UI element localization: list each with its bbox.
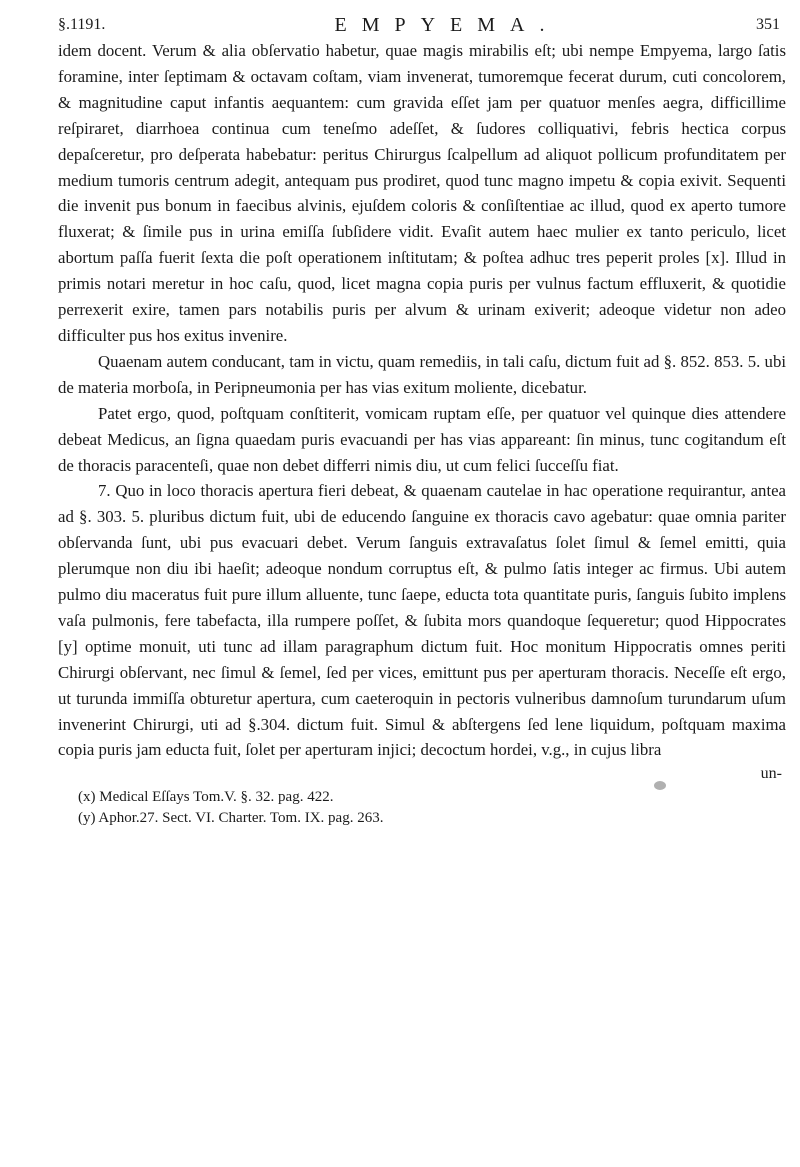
section-number: §.1191. [58,16,106,33]
running-header [58,14,786,36]
footnote-x: (x) Medical Eſſays Tom.V. §. 32. pag. 422. [78,789,334,806]
book-page [58,14,786,829]
ink-blot [654,781,666,790]
page-number: 351 [756,16,780,33]
paragraph-3: Patet ergo, quod, poſtquam conſtiterit, vomicam ruptam eſſe, per quatuor vel quinque dies attendere debeat Medicus, an ſigna quaedam puris evacuandi per has vias appareant: ſin minus, tunc cogitandum eſt de thoracis paracenteſi, quae non debet differri nimis diu, ut cum felici ſucceſſu fiat. [58,403,786,475]
paragraph-1: idem docent. Verum & alia obſervatio habetur, quae magis mirabilis eſt; ubi nempe Empyema, largo ſatis foramine, inter ſeptimam & octavam coſtam, viam invenerat, tumoremque fecerat durum, cuti concolorem, & magnitudine caput infantis aequantem: cum gravida eſſet jam per quatuor menſes aegra, difficillime reſpiraret, diarrhoea continua cum teneſmo adeſſet, & ſudores colliquativi, febris hectica corpus depaſceretur, pro deſperata habebatur: peritus Chirurgus ſcalpellum ad aliquot pollicum profunditatem per medium tumoris centrum adegit, antequam pus prodiret, quod tunc magno impetu & copia exivit. Sequenti die invenit pus bonum in faecibus alvinis, ejuſdem coloris & conſiſtentiae ac illud, quod ex aperto tumore fluxerat; & ſimile pus in urina emiſſa ſubſidere vidit. Evaſit autem haec mulier ex tanto periculo, licet abortum paſſa fuerit ſexta die poſt operationem inſtitutam; & poſtea adhuc tres peperit proles [x]. Illud in primis notari meretur in hoc caſu, quod, licet magna copia puris per vulnus factum effluxerit, & quotidie perrexerit exire, tamen pars notabilis puris per alvum & urinam exiverit; adeoque videtur non adeo difficulter pus hos exitus invenire. [58,41,786,345]
paragraph-4: 7. Quo in loco thoracis apertura fieri debeat, & quaenam cautelae in hac operatione requirantur, antea ad §. 303. 5. pluribus dictum fuit, ubi de educendo ſanguine ex thoracis cavo agebatur: quae omnia pariter obſervanda ſunt, ubi pus evacuari debet. Verum ſanguis extravaſatus ſolet ſimul & ſemel emitti, quia plerumque non diu ibi haeſit; adeoque nondum corruptus eſt, & pulmo ſatis integer ac firmus. Ubi autem pulmo diu maceratus fuit pure illum alluente, tunc ſaepe, educta tota quantitate puris, ſanguis ſubito implens vaſa pulmonis, fere tabefacta, illa rumpere poſſet, & ſubita mors quandoque ſequeretur; quod Hippocrates [y] optime monuit, uti tunc ad illam paragraphum dictum fuit. Hoc monitum Hippocratis omnes periti Chirurgi obſervant, nec ſimul & ſemel, ſed per vices, emittunt pus per aperturam thoracis. Neceſſe eſt ergo, ut turunda immiſſa obturetur apertura, cum caeteroquin in pectoris vulneribus damnoſum turundarum uſum invenerint Chirurgi, uti ad §.304. dictum fuit. Simul & abſtergens ſed lene liquidum, poſtquam maxima copia puris jam educta fuit, ſolet per aperturam injici; decoctum hordei, v.g., in cujus libra [58,481,786,760]
body-text [58,38,786,763]
footnotes [58,787,786,829]
running-title: EMPYEMA. [334,14,560,36]
paragraph-2: Quaenam autem conducant, tam in victu, quam remediis, in tali caſu, dictum fuit ad §. 852. 853. 5. ubi de materia morboſa, in Peripneumonia per has vias exitum moliente, dicebatur. [58,351,786,397]
catchword: un- [760,765,782,783]
footnote-y: (y) Aphor.27. Sect. VI. Charter. Tom. IX. pag. 263. [78,810,384,827]
